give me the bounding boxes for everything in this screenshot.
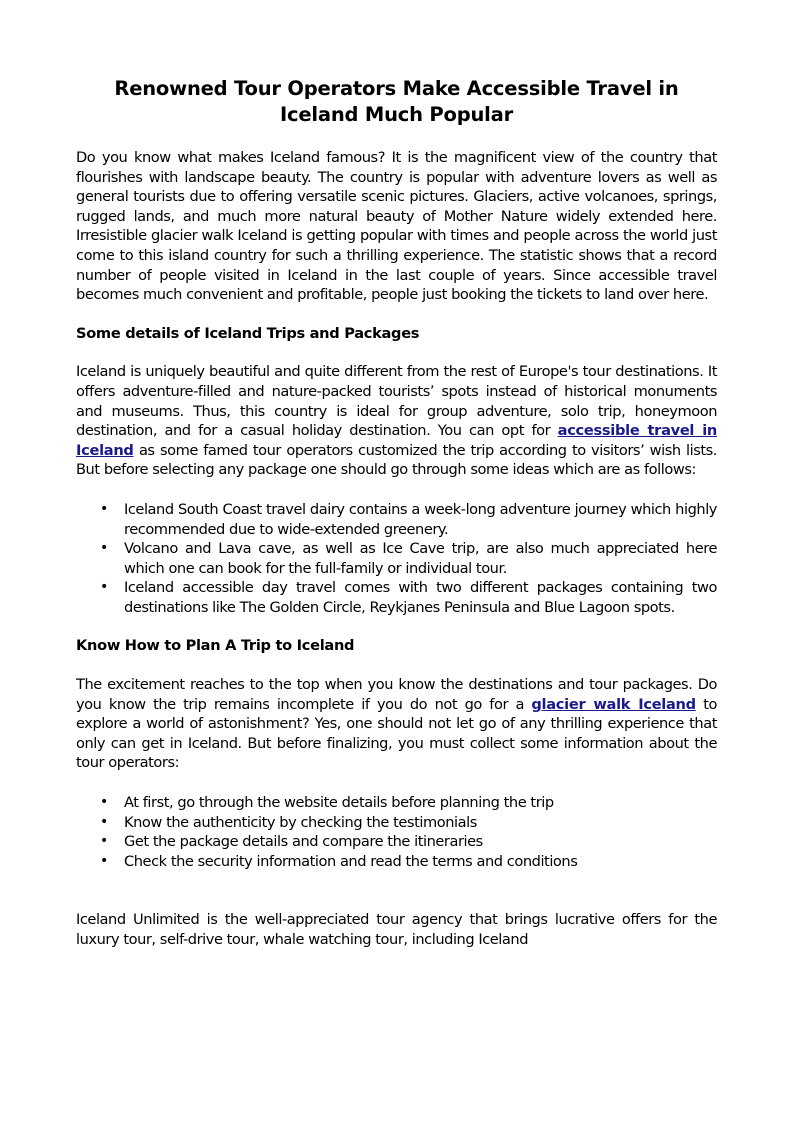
closing-paragraph: Iceland Unlimited is the well-appreciated tour agency that brings lucrative offers for the luxury tour, self-drive tour, whale watching tour, including Iceland xyxy=(76,911,717,948)
list-item: • At first, go through the website details before planning the trip xyxy=(100,794,554,812)
section1-paragraph xyxy=(76,362,717,480)
list-item: • Know the authenticity by checking the testimonials xyxy=(100,813,477,831)
section2-bullet-list xyxy=(76,793,717,871)
list-item: • Check the security information and read the terms and conditions xyxy=(100,852,578,870)
bullet-icon: • xyxy=(100,579,108,596)
bullet-icon: • xyxy=(100,540,108,557)
section2-paragraph xyxy=(76,675,717,773)
section1-text-before-link: Iceland is uniquely beautiful and quite different from the rest of Europe's tour destinations. It offers adventure-filled and nature-packed tourists’ spots instead of historical monuments and museums. Thus, this country is ideal for group adventure, solo trip, honeymoon destination, and for a casual holiday destination. You can opt for xyxy=(76,363,717,440)
accessible-travel-link[interactable]: accessible travel in Iceland xyxy=(76,422,717,459)
glacier-walk-link[interactable]: glacier walk Iceland xyxy=(531,695,696,713)
section1-text-after-link: as some famed tour operators customized the trip according to visitors’ wish lists. But before selecting any package one should go through some ideas which are as follows: xyxy=(76,441,717,479)
bullet-icon: • xyxy=(100,794,108,811)
section2-text-after-link: to explore a world of astonishment? Yes, one should not let go of any thrilling experience that only can get in Iceland. But before finalizing, you must collect some information about the tour operators: xyxy=(76,695,717,772)
spacer xyxy=(76,871,717,910)
section1-bullet-list xyxy=(76,500,717,618)
list-item: • Volcano and Lava cave, as well as Ice Cave trip, are also much appreciated here which one can book for the full-family or individual tour. xyxy=(100,540,717,577)
intro-paragraph: Do you know what makes Iceland famous? It is the magnificent view of the country that flourishes with landscape beauty. The country is popular with adventure lovers as well as general tourists due to offering versatile scenic pictures. Glaciers, active volcanoes, springs, rugged lands, and much more natural beauty of Mother Nature widely extended here. Irresistible glacier walk Iceland is getting popular with times and people across the world just come to this island country for such a thrilling experience. The statistic shows that a record number of people visited in Iceland in the last couple of years. Since accessible travel becomes much convenient and profitable, people just booking the tickets to land over here. xyxy=(76,149,717,304)
bullet-icon: • xyxy=(100,833,108,850)
list-item: • Iceland accessible day travel comes with two different packages containing two destinations like The Golden Circle, Reykjanes Peninsula and Blue Lagoon spots. xyxy=(100,579,717,616)
section-heading-trips-packages: Some details of Iceland Trips and Packages xyxy=(76,324,420,342)
document-title: Renowned Tour Operators Make Accessible Travel in Iceland Much Popular xyxy=(114,77,679,126)
list-item: • Get the package details and compare the itineraries xyxy=(100,833,483,851)
list-item: • Iceland South Coast travel dairy contains a week-long adventure journey which highly recommended due to wide-extended greenery. xyxy=(100,500,717,538)
bullet-icon: • xyxy=(100,500,108,517)
bullet-icon: • xyxy=(100,813,108,830)
section-heading-plan-trip: Know How to Plan A Trip to Iceland xyxy=(76,637,355,655)
bullet-icon: • xyxy=(100,852,108,869)
document-page xyxy=(76,76,717,950)
section2-text-before-link: The excitement reaches to the top when you know the destinations and tour packages. Do you know the trip remains incomplete if you do not go for a xyxy=(76,676,717,713)
